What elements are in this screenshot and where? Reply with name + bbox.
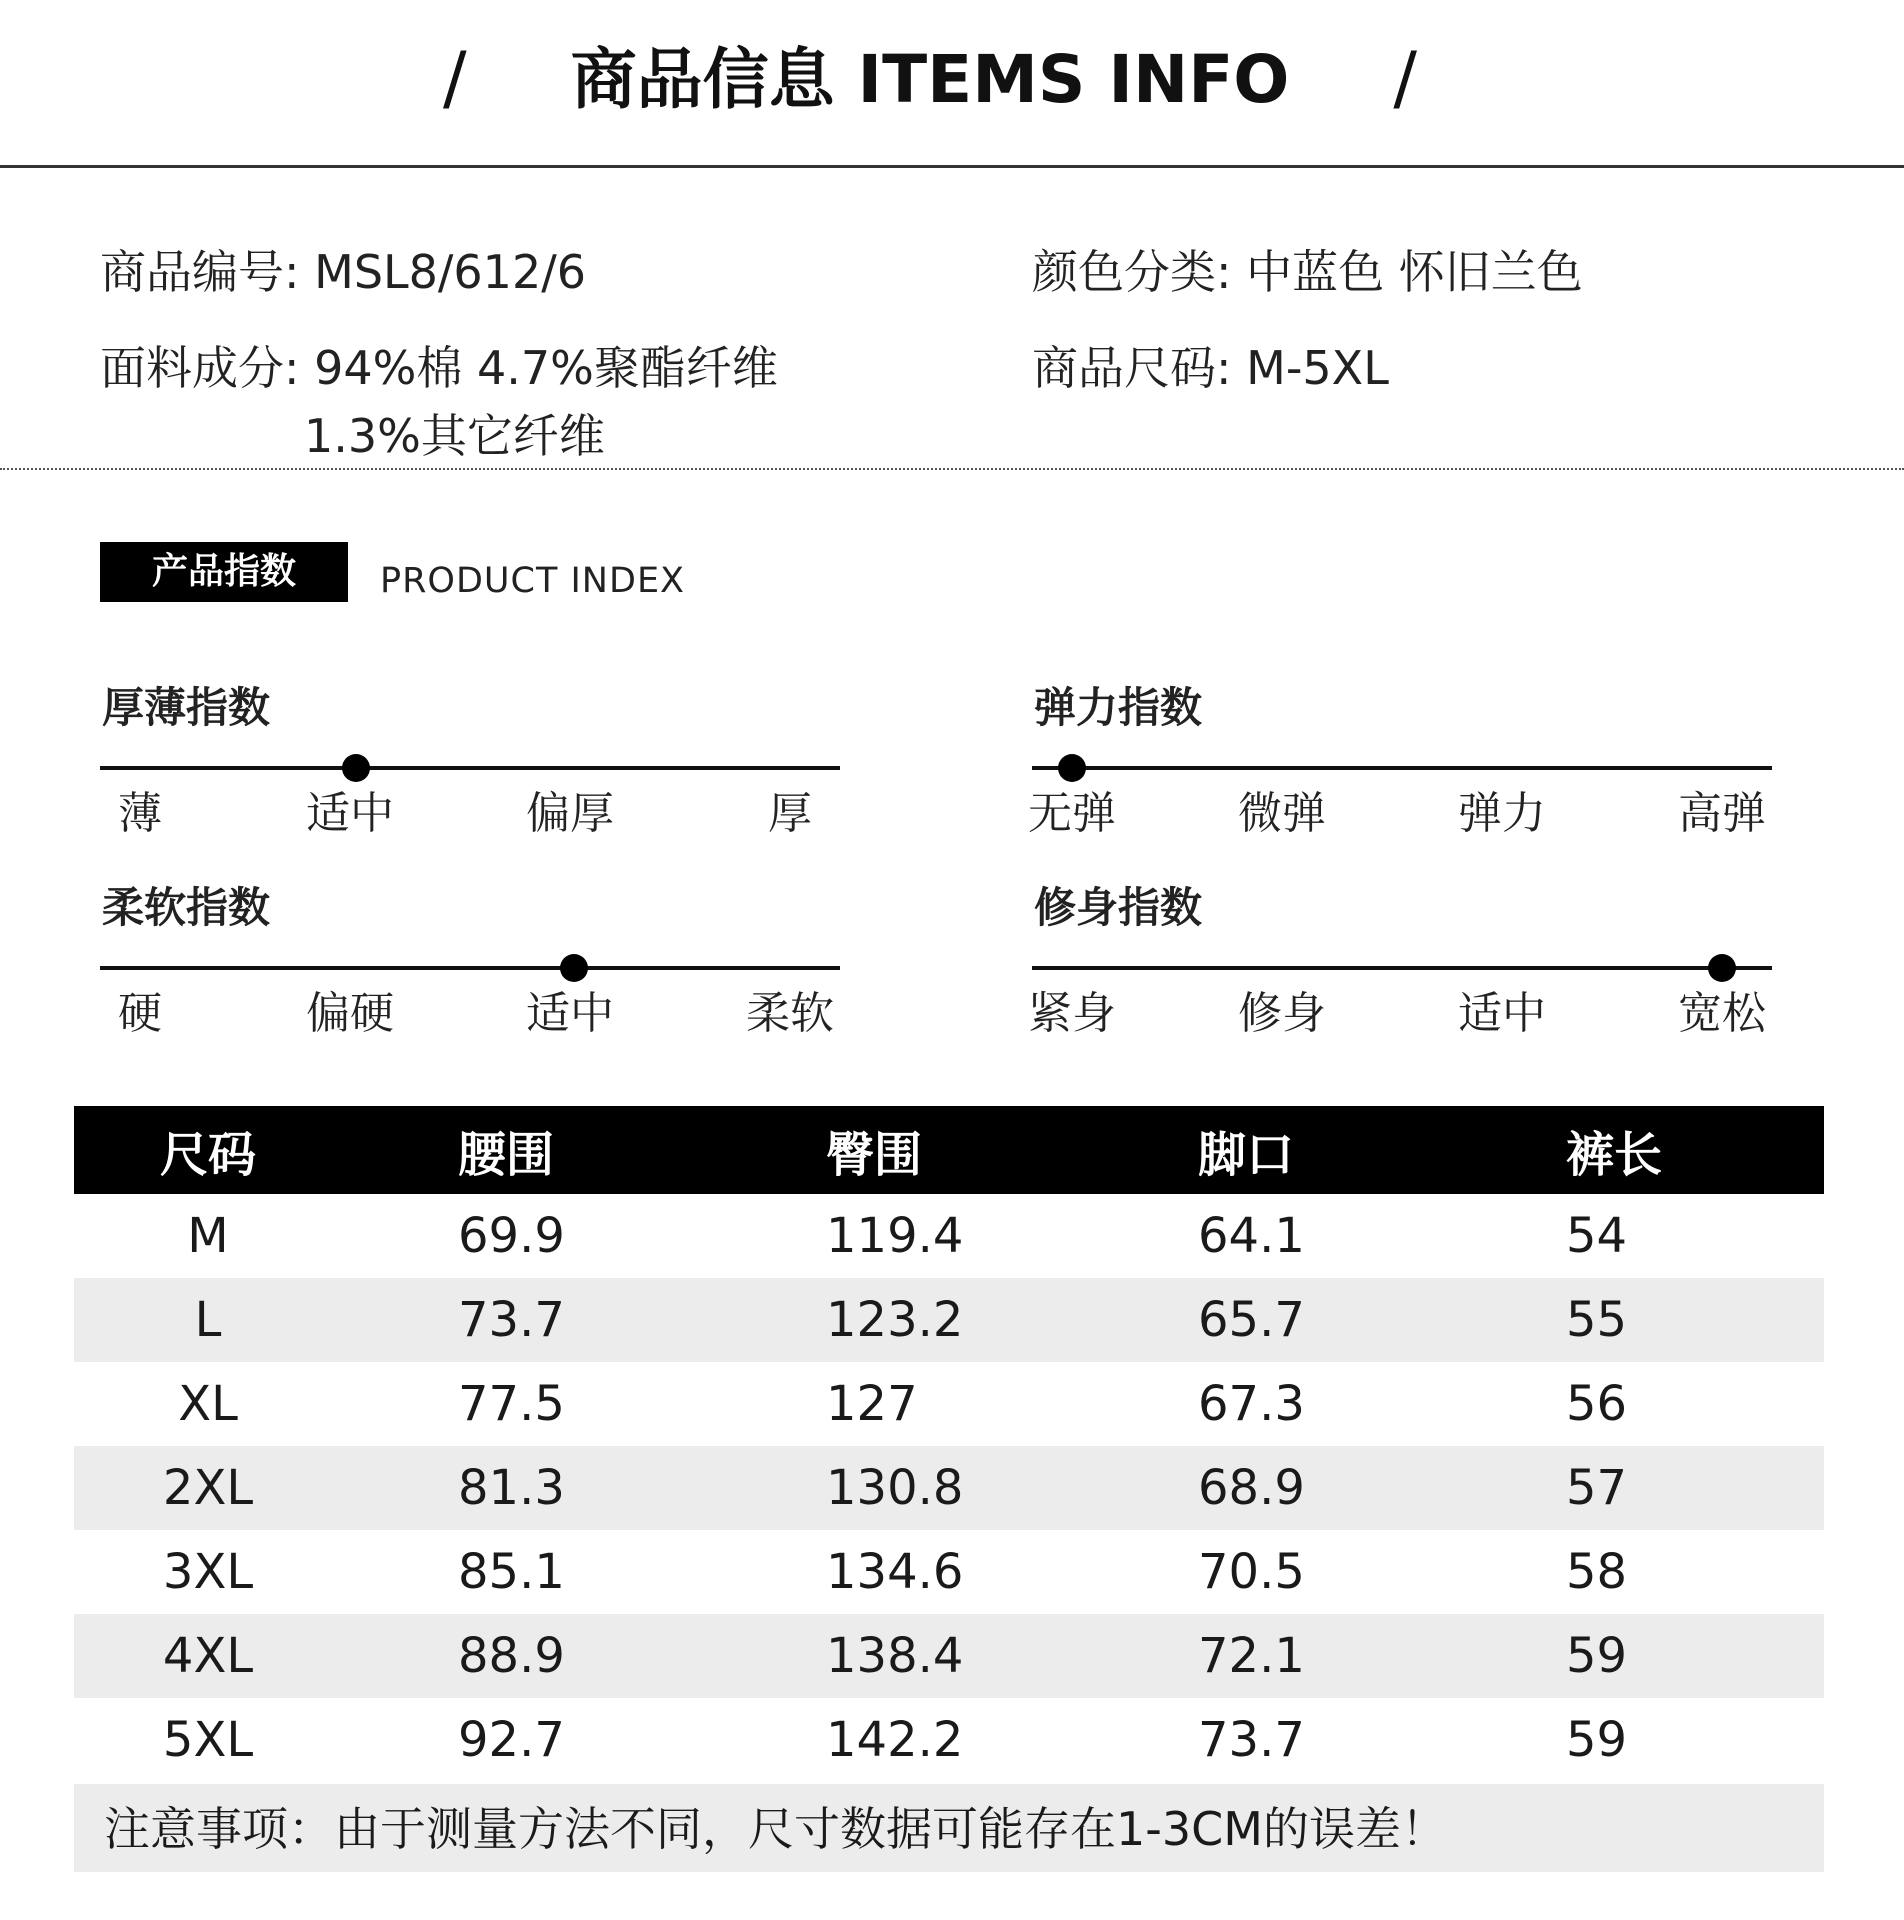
scale-label: 适中 [306, 788, 394, 839]
table-cell: 92.7 [458, 1712, 565, 1768]
table-cell: 4XL [74, 1614, 442, 1698]
scale-label: 适中 [1458, 988, 1546, 1039]
table-cell: 58 [1566, 1544, 1628, 1600]
table-cell: 2XL [74, 1446, 442, 1530]
scale-label: 薄 [118, 788, 162, 839]
table-cell: 57 [1550, 1446, 1824, 1530]
measurement-note: 注意事项：由于测量方法不同，尺寸数据可能存在1-3CM的误差！ [104, 1802, 1447, 1856]
title-text: 商品信息 ITEMS INFO [570, 41, 1290, 118]
header-hip: 臀围 [810, 1106, 1182, 1194]
fabric-value-line2: 1.3%其它纤维 [304, 409, 605, 463]
scale-indicator [1058, 754, 1086, 782]
table-cell: 64.1 [1198, 1208, 1305, 1264]
scale-label: 柔软 [746, 988, 834, 1039]
table-cell: 81.3 [442, 1446, 810, 1530]
table-cell: 119.4 [826, 1208, 964, 1264]
table-cell: 59 [1550, 1614, 1824, 1698]
size-range-label: 商品尺码: [1032, 341, 1232, 395]
color-category-value: 中蓝色 怀旧兰色 [1246, 245, 1583, 299]
fabric-composition [100, 338, 778, 398]
scale-track [1032, 766, 1772, 770]
table-cell: 65.7 [1182, 1278, 1550, 1362]
size-range [1032, 338, 1389, 398]
scale-title: 厚薄指数 [102, 683, 271, 732]
scale-track [1032, 966, 1772, 970]
scale-indicator [560, 954, 588, 982]
scale-label: 修身 [1238, 988, 1326, 1039]
table-cell: 55 [1550, 1278, 1824, 1362]
scale-elasticity [1028, 680, 1772, 840]
scale-label: 厚 [768, 788, 812, 839]
table-cell: M [187, 1208, 229, 1264]
header-length: 裤长 [1550, 1106, 1824, 1194]
scale-thickness [100, 680, 840, 840]
scale-label: 偏厚 [526, 788, 614, 839]
table-cell: 3XL [162, 1544, 254, 1600]
size-table [74, 1106, 1824, 1782]
table-row [74, 1194, 1824, 1278]
color-category [1032, 242, 1583, 302]
scale-label: 硬 [118, 988, 162, 1039]
item-number-label: 商品编号: [100, 245, 300, 299]
scale-title: 修身指数 [1034, 883, 1203, 932]
scale-softness [100, 880, 840, 1040]
fabric-value-line1: 94%棉 4.7%聚酯纤维 [314, 341, 778, 395]
table-header-row [74, 1106, 1824, 1194]
table-cell: 68.9 [1182, 1446, 1550, 1530]
scale-label: 高弹 [1678, 788, 1766, 839]
scale-label: 紧身 [1028, 988, 1116, 1039]
table-cell: 73.7 [442, 1278, 810, 1362]
page-title [0, 38, 1860, 120]
title-slash-left: / [443, 37, 467, 119]
scale-label: 偏硬 [306, 988, 394, 1039]
table-cell: 138.4 [810, 1614, 1182, 1698]
scale-track [100, 766, 840, 770]
title-slash-right: / [1393, 37, 1417, 119]
table-cell: 56 [1566, 1376, 1628, 1432]
table-cell: 134.6 [826, 1544, 964, 1600]
table-cell: 77.5 [458, 1376, 565, 1432]
scale-label: 弹力 [1458, 788, 1546, 839]
item-number-value: MSL8/612/6 [314, 245, 586, 299]
table-cell: 85.1 [458, 1544, 565, 1600]
table-cell: 130.8 [810, 1446, 1182, 1530]
table-row [74, 1278, 1824, 1362]
scale-indicator [342, 754, 370, 782]
info-divider [0, 468, 1904, 470]
scale-indicator [1708, 954, 1736, 982]
scale-title: 弹力指数 [1034, 683, 1203, 732]
header-size: 尺码 [74, 1106, 442, 1194]
scale-title: 柔软指数 [102, 883, 271, 932]
scale-label: 无弹 [1028, 788, 1116, 839]
color-category-label: 颜色分类: [1032, 245, 1232, 299]
table-cell: 72.1 [1182, 1614, 1550, 1698]
table-cell: 54 [1566, 1208, 1628, 1264]
table-cell: 67.3 [1198, 1376, 1305, 1432]
scale-track [100, 966, 840, 970]
size-range-value: M-5XL [1246, 341, 1389, 395]
header-divider [0, 165, 1904, 168]
table-row [74, 1614, 1824, 1698]
header-waist: 腰围 [442, 1106, 810, 1194]
table-cell: 127 [826, 1376, 918, 1432]
table-cell: 59 [1566, 1712, 1628, 1768]
scale-label: 宽松 [1678, 988, 1766, 1039]
header-leg-opening: 脚口 [1182, 1106, 1550, 1194]
item-number [100, 242, 586, 302]
table-row [74, 1446, 1824, 1530]
table-cell: 88.9 [442, 1614, 810, 1698]
scale-label: 微弹 [1238, 788, 1326, 839]
table-cell: L [74, 1278, 442, 1362]
table-cell: 5XL [162, 1712, 254, 1768]
table-cell: XL [178, 1376, 238, 1432]
table-cell: 123.2 [810, 1278, 1182, 1362]
table-cell: 142.2 [826, 1712, 964, 1768]
table-row [74, 1362, 1824, 1446]
table-row [74, 1530, 1824, 1614]
product-index-title: PRODUCT INDEX [380, 561, 686, 601]
table-cell: 73.7 [1198, 1712, 1305, 1768]
scale-label: 适中 [526, 988, 614, 1039]
table-cell: 69.9 [458, 1208, 565, 1264]
fabric-label: 面料成分: [100, 341, 300, 395]
table-row [74, 1698, 1824, 1782]
scale-fit [1028, 880, 1772, 1040]
product-index-badge: 产品指数 [100, 542, 348, 602]
table-cell: 70.5 [1198, 1544, 1305, 1600]
